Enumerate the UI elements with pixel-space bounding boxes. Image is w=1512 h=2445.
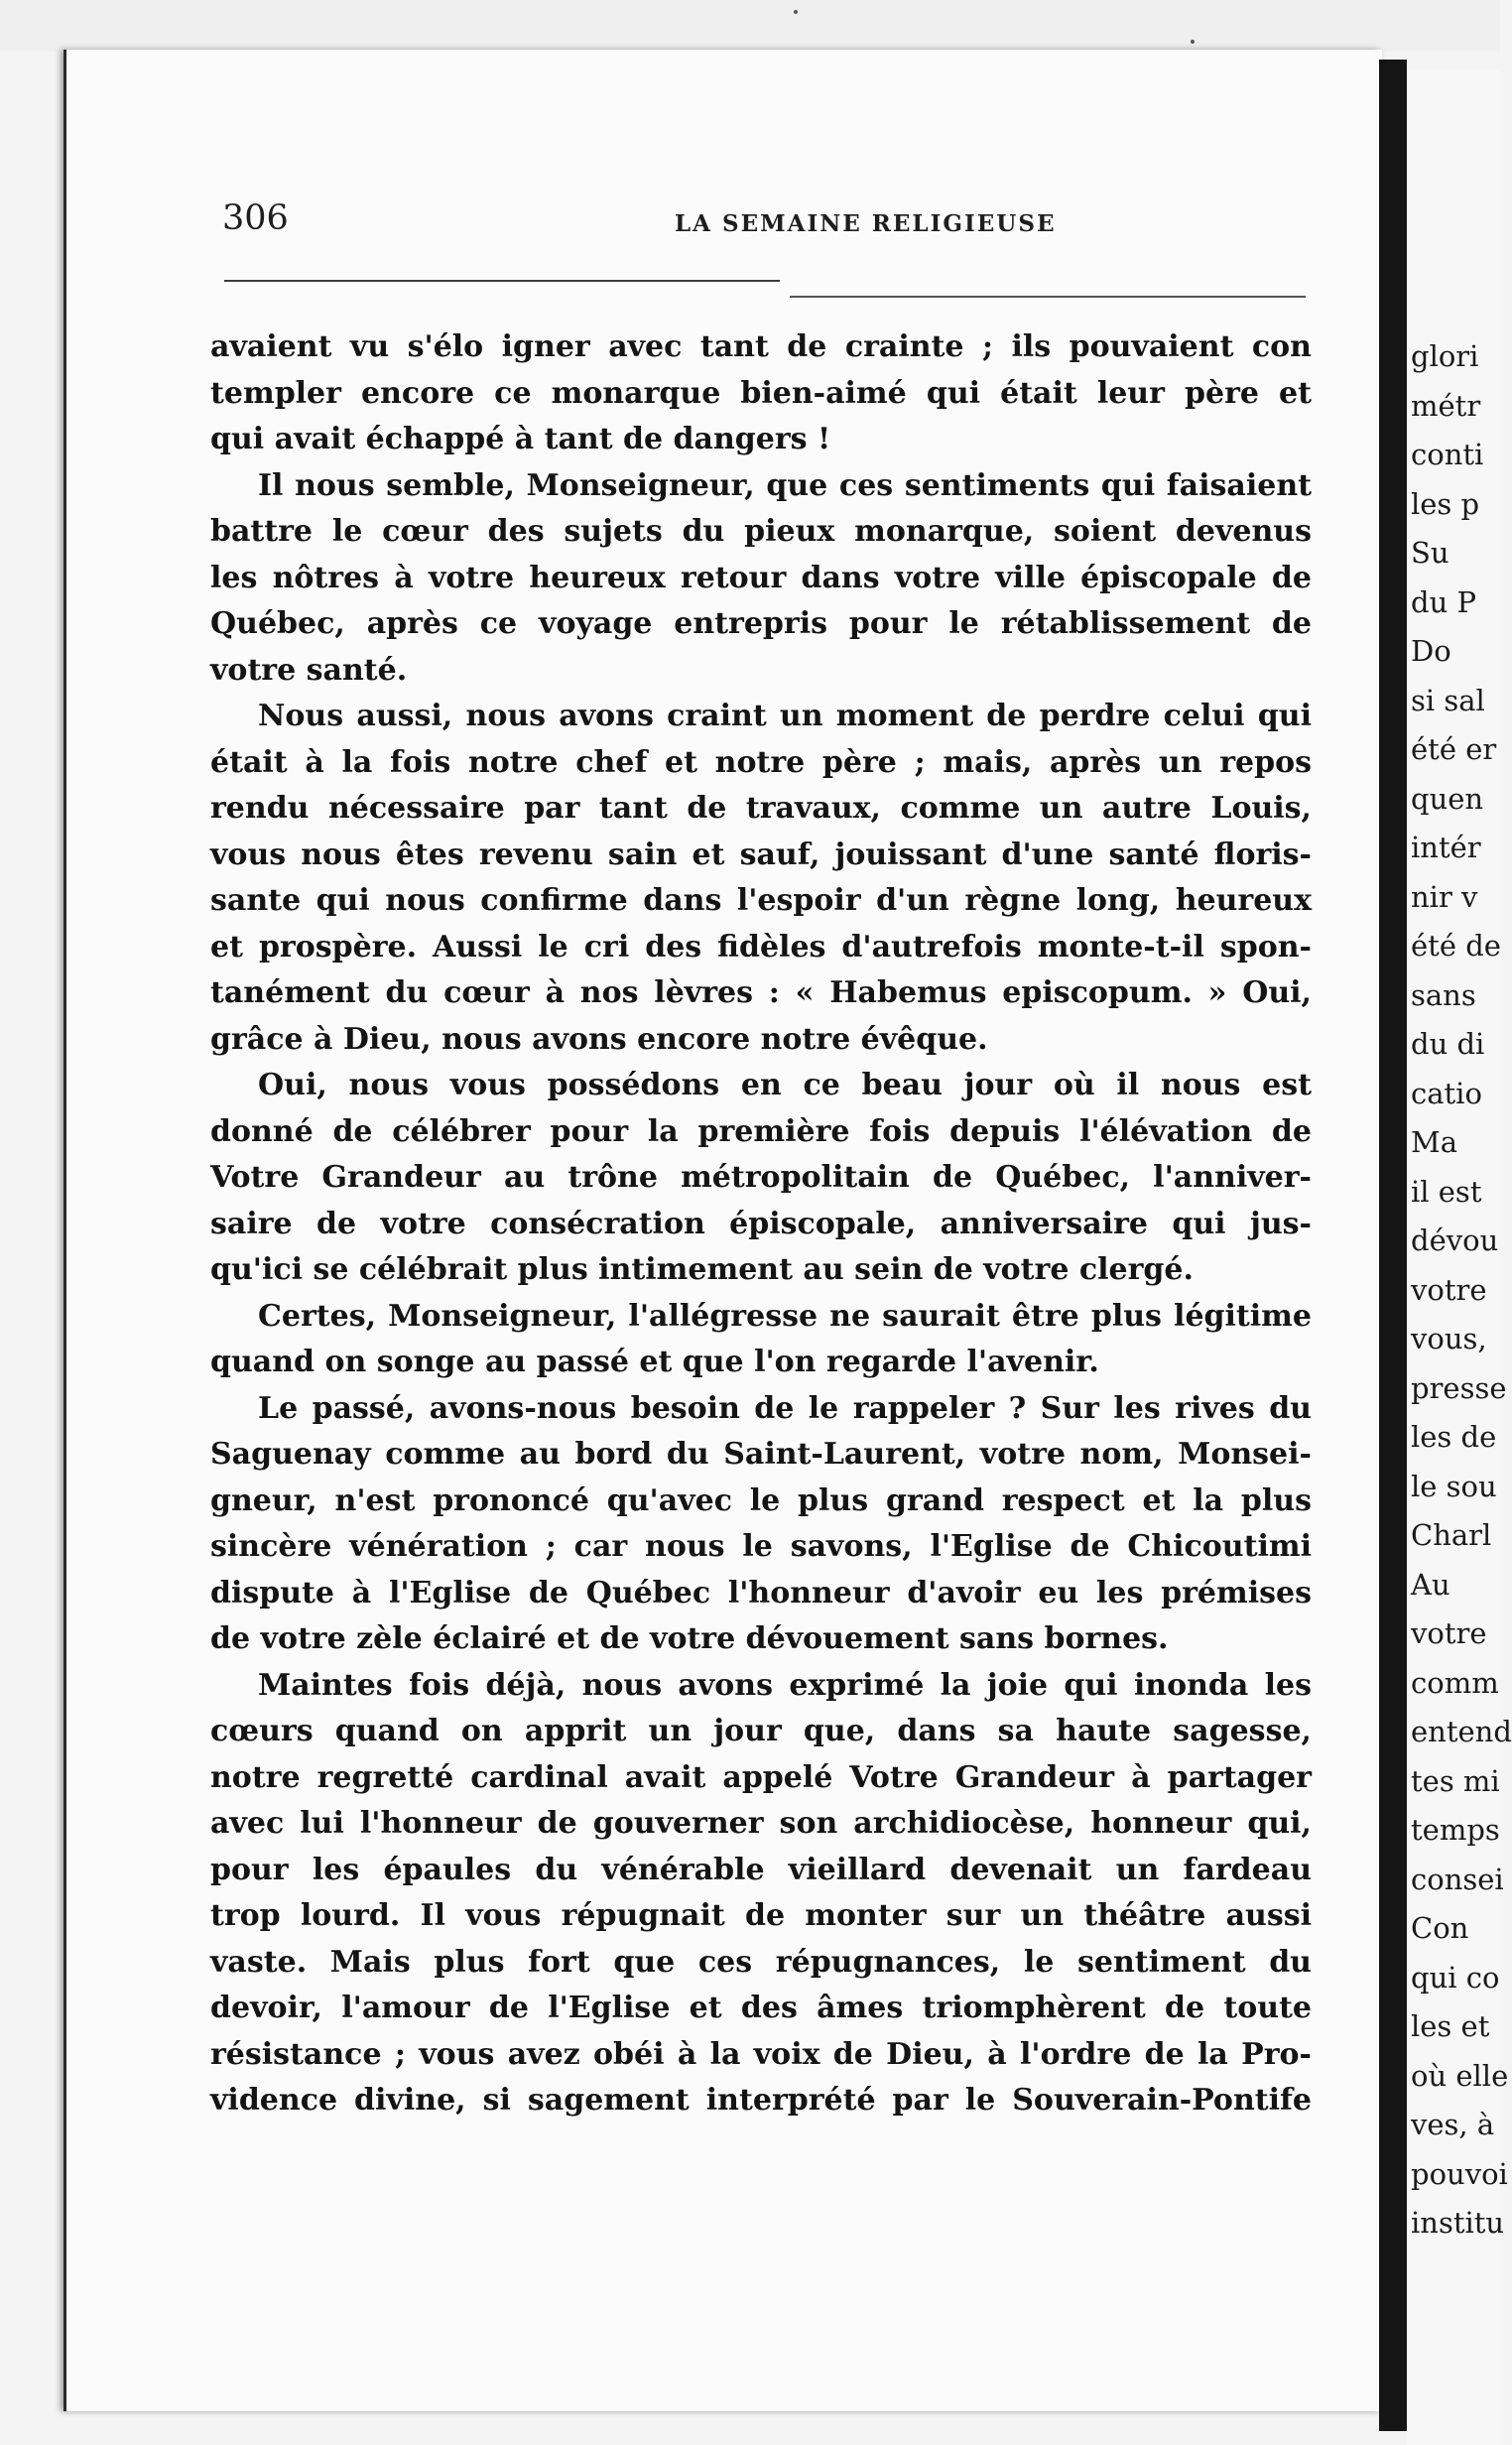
text-line: templer encore ce monarque bien-aimé qui était leur père et — [210, 375, 1312, 411]
text-line: résistance ; vous avez obéi à la voix de Dieu, à l'ordre de la Pro- — [210, 2036, 1312, 2072]
text-line: qui avait échappé à tant de dangers ! — [210, 422, 831, 456]
scan-speck — [794, 10, 798, 14]
text-line: dispute à l'Eglise de Québec l'honneur d'avoir eu les prémises — [210, 1575, 1312, 1610]
text-line: Certes, Monseigneur, l'allégresse ne saurait être plus légitime — [258, 1298, 1312, 1334]
text-line: trop lourd. Il vous répugnait de monter sur un théâtre aussi — [210, 1898, 1312, 1933]
facing-page-fragment: institu — [1411, 2206, 1505, 2240]
text-line: votre santé. — [210, 652, 408, 688]
text-line: vous nous êtes revenu sain et sauf, jouissant d'une santé floris- — [210, 836, 1312, 872]
facing-page-fragment: les et — [1411, 2009, 1490, 2043]
facing-page-fragment: les de — [1411, 1420, 1497, 1454]
text-line: vidence divine, si sagement interprété par le Souverain-Pontife — [210, 2083, 1312, 2118]
text-line: battre le cœur des sujets du pieux monarque, soient devenus — [210, 514, 1312, 549]
facing-page-fragment: tes mi — [1411, 1763, 1500, 1798]
facing-page-fragment: Do — [1411, 634, 1451, 668]
text-line: gneur, n'est prononcé qu'avec le plus grand respect et la plus — [210, 1482, 1312, 1518]
facing-page-fragment: Au — [1411, 1567, 1450, 1602]
facing-page-fragment: sans — [1411, 977, 1476, 1012]
facing-page-fragment: le sou — [1411, 1469, 1497, 1503]
text-line: avec lui l'honneur de gouverner son archidiocèse, honneur qui, — [210, 1806, 1312, 1841]
text-line: pour les épaules du vénérable vieillard devenait un fardeau — [210, 1852, 1312, 1887]
facing-page-edge — [1407, 69, 1512, 2445]
text-line: sincère vénération ; car nous le savons, l'Eglise de Chicoutimi — [210, 1529, 1312, 1564]
facing-page-fragment: quen — [1411, 781, 1484, 816]
facing-page-fragment: Su — [1411, 536, 1449, 570]
facing-page-fragment: nir v — [1411, 879, 1478, 914]
facing-page-fragment: temps — [1411, 1813, 1500, 1847]
scan-margin-top — [0, 0, 1500, 52]
facing-page-fragment: Charl — [1411, 1518, 1492, 1552]
facing-page-fragment: vous, — [1411, 1322, 1487, 1355]
facing-page-fragment: qui co — [1411, 1960, 1500, 1995]
facing-page-fragment: du P — [1411, 584, 1476, 619]
facing-page-fragment: ves, à — [1411, 2108, 1495, 2141]
header-rule-right — [790, 296, 1306, 298]
text-line: Le passé, avons-nous besoin de le rappeler ? Sur les rives du — [258, 1390, 1312, 1426]
text-line: Votre Grandeur au trône métropolitain de Québec, l'anniver- — [210, 1160, 1312, 1195]
text-line: devoir, l'amour de l'Eglise et des âmes triomphèrent de toute — [210, 1991, 1312, 2025]
facing-page-fragment: votre — [1411, 1272, 1487, 1307]
text-line: vaste. Mais plus fort que ces répugnances, le sentiment du — [210, 1944, 1312, 1980]
text-line: cœurs quand on apprit un jour que, dans sa haute sagesse, — [210, 1714, 1312, 1748]
text-line: saire de votre consécration épiscopale, anniversaire qui jus- — [210, 1206, 1312, 1241]
facing-page-fragment: catio — [1411, 1076, 1482, 1110]
facing-page-fragment: été de — [1411, 929, 1501, 963]
text-line: les nôtres à votre heureux retour dans votre ville épiscopale de — [210, 560, 1312, 595]
facing-page-fragment: presse — [1411, 1370, 1507, 1405]
text-line: de votre zèle éclairé et de votre dévouement sans bornes. — [210, 1621, 1169, 1656]
text-line: tanément du cœur à nos lèvres : « Habemus episcopum. » Oui, — [210, 975, 1312, 1010]
facing-page-fragment: entend — [1411, 1715, 1512, 1748]
facing-page-fragment: du di — [1411, 1027, 1485, 1061]
book-spine-gutter — [1379, 60, 1407, 2431]
facing-page-fragment: intér — [1411, 831, 1481, 864]
text-line: qu'ici se célébrait plus intimement au sein de votre clergé. — [210, 1252, 1194, 1287]
facing-page-fragment: pouvoi — [1411, 2156, 1508, 2191]
facing-page-fragment: il est — [1411, 1174, 1482, 1209]
text-line: avaient vu s'élo igner avec tant de crainte ; ils pouvaient con — [210, 329, 1312, 364]
page-number: 306 — [222, 198, 289, 238]
text-line: Nous aussi, nous avons craint un moment de perdre celui qui — [258, 699, 1312, 733]
facing-page-fragment: Ma — [1411, 1125, 1457, 1159]
facing-page-fragment: conti — [1411, 438, 1484, 471]
text-line: notre regretté cardinal avait appelé Votre Grandeur à partager — [210, 1759, 1312, 1795]
facing-page-fragment: comm — [1411, 1665, 1499, 1700]
facing-page-fragment: votre — [1411, 1616, 1487, 1650]
text-line: grâce à Dieu, nous avons encore notre évêque. — [210, 1021, 988, 1057]
text-line: Québec, après ce voyage entrepris pour le rétablissement de — [210, 606, 1312, 641]
text-line: était à la fois notre chef et notre père ; mais, après un repos — [210, 744, 1312, 780]
text-line: Il nous semble, Monseigneur, que ces sentiments qui faisaient — [258, 467, 1312, 503]
facing-page-fragment: consei — [1411, 1862, 1504, 1896]
text-line: donné de célébrer pour la première fois depuis l'élévation de — [210, 1113, 1312, 1149]
facing-page-fragment: si sal — [1411, 683, 1485, 717]
text-line: rendu nécessaire par tant de travaux, comme un autre Louis, — [210, 791, 1312, 826]
facing-page-fragment: été er — [1411, 732, 1497, 766]
text-line: quand on songe au passé et que l'on regarde l'avenir. — [210, 1345, 1099, 1379]
text-line: sante qui nous confirme dans l'espoir d'un règne long, heureux — [210, 883, 1312, 918]
facing-page-fragment: où elle — [1411, 2058, 1509, 2093]
text-line: Oui, nous vous possédons en ce beau jour où il nous est — [258, 1068, 1312, 1102]
text-line: et prospère. Aussi le cri des fidèles d'autrefois monte-t-il spon- — [210, 929, 1312, 965]
header-rule-left — [224, 280, 780, 282]
facing-page-fragment: dévou — [1411, 1223, 1499, 1257]
scan-speck — [1191, 40, 1195, 44]
text-line: Saguenay comme au bord du Saint-Laurent, votre nom, Monsei- — [210, 1437, 1312, 1472]
text-line: Maintes fois déjà, nous avons exprimé la joie qui inonda les — [258, 1667, 1312, 1703]
facing-page-fragment: glori — [1411, 339, 1479, 373]
facing-page-fragment: les p — [1411, 486, 1480, 521]
running-head — [159, 198, 1310, 258]
facing-page-fragment: métr — [1411, 388, 1481, 423]
journal-title: LA SEMAINE RELIGIEUSE — [675, 210, 1057, 237]
facing-page-fragment: Con — [1411, 1911, 1469, 1945]
